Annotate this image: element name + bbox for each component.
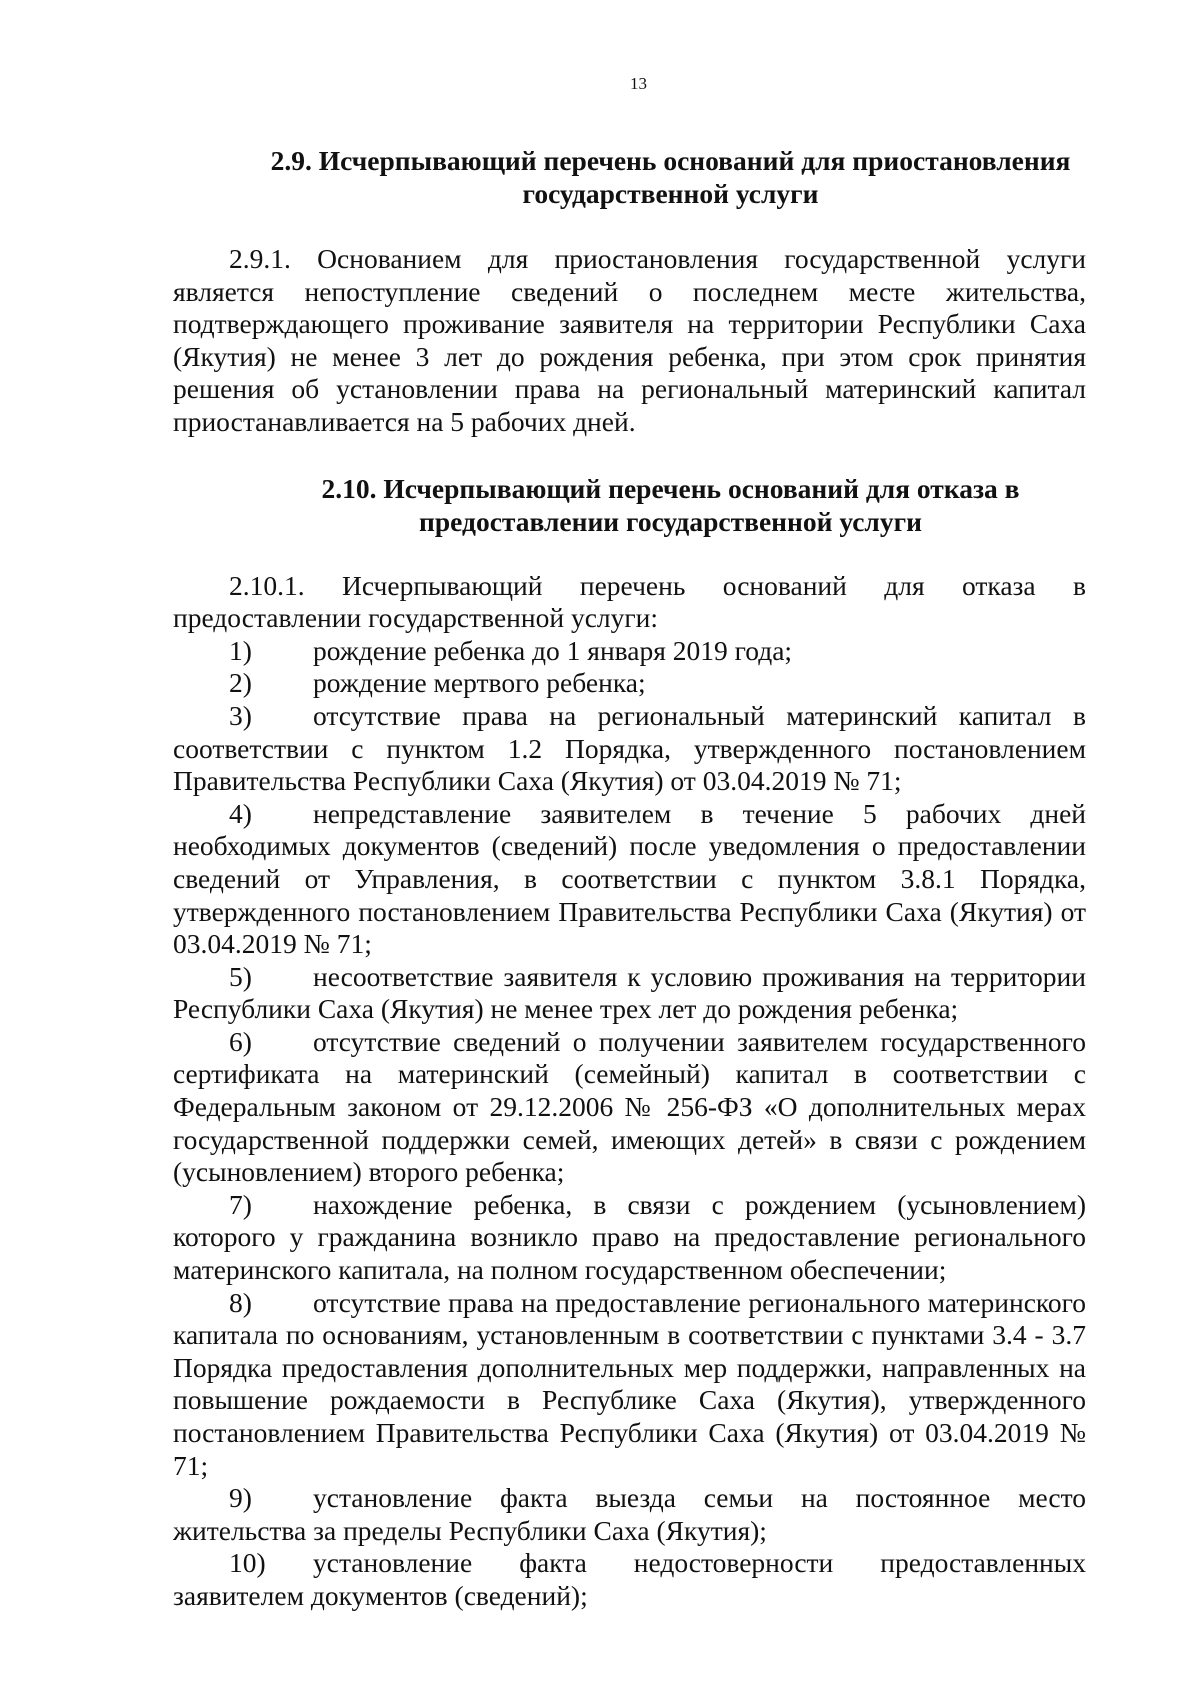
list-item-number: 6) bbox=[229, 1025, 252, 1057]
list-item-text: несоответствие заявителя к условию проживания на территории Республики Саха (Якутия) не менее трех лет до рождения ребенка; bbox=[173, 960, 1086, 1025]
list-item-number: 10) bbox=[229, 1547, 266, 1579]
list-item-number: 8) bbox=[229, 1286, 252, 1318]
section-2-9-heading-line1: 2.9. Исчерпывающий перечень оснований для приостановления bbox=[270, 145, 1071, 176]
list-item bbox=[173, 1287, 1086, 1483]
list-item-number: 9) bbox=[229, 1482, 252, 1514]
list-item bbox=[173, 1026, 1086, 1189]
list-item-text: рождение ребенка до 1 января 2019 года; bbox=[313, 634, 793, 666]
list-item-text: установление факта недостоверности предоставленных заявителем документов (сведений); bbox=[173, 1547, 1086, 1611]
list-item-text: отсутствие права на региональный материнский капитал в соответствии с пунктом 1.2 Порядка, утвержденного постановлением Правительства Республики Саха (Якутия) от 03.04.2019 № 71; bbox=[173, 699, 1086, 797]
section-2-9-heading bbox=[173, 144, 1086, 210]
list-item-number: 3) bbox=[229, 699, 252, 731]
list-item-number: 2) bbox=[229, 667, 252, 699]
section-2-10-1-intro: 2.10.1. Исчерпывающий перечень оснований для отказа в предоставлении государственной услуги: bbox=[173, 569, 1086, 634]
list-item bbox=[173, 1189, 1086, 1287]
list-item-text: рождение мертвого ребенка; bbox=[313, 667, 646, 699]
section-2-9-1-paragraph: 2.9.1. Основанием для приостановления государственной услуги является непоступление сведений о последнем месте жительства, подтверждающего проживание заявителя на территории Республики Саха (Якутия) не менее 3 лет до рождения ребенка, при этом срок принятия решения об установлении права на региональный материнский капитал приостанавливается на 5 рабочих дней. bbox=[173, 243, 1086, 437]
section-2-9-heading-line2: государственной услуги bbox=[522, 178, 819, 209]
grounds-list bbox=[173, 635, 1086, 1613]
list-item-text: отсутствие права на предоставление регионального материнского капитала по основаниям, установленным в соответствии с пунктами 3.4 - 3.7 Порядка предоставления дополнительных мер поддержки, направленных на повышение рождаемости в Республике Саха (Якутия), утвержденного постановлением Правительства Республики Саха (Якутия) от 03.04.2019 № 71; bbox=[173, 1286, 1086, 1481]
list-item bbox=[173, 635, 1086, 668]
list-item bbox=[173, 1547, 1086, 1612]
section-2-10-heading bbox=[173, 472, 1086, 538]
list-item bbox=[173, 700, 1086, 798]
list-item bbox=[173, 1482, 1086, 1547]
list-item-number: 4) bbox=[229, 797, 252, 829]
list-item-text: непредставление заявителем в течение 5 рабочих дней необходимых документов (сведений) после уведомления о предоставлении сведений от Управления, в соответствии с пунктом 3.8.1 Порядка, утвержденного постановлением Правительства Республики Саха (Якутия) от 03.04.2019 № 71; bbox=[173, 797, 1086, 960]
list-item bbox=[173, 798, 1086, 961]
section-2-10-heading-line1: 2.10. Исчерпывающий перечень оснований для отказа в bbox=[321, 472, 1020, 504]
list-item bbox=[173, 667, 1086, 700]
section-2-10-heading-line2: предоставлении государственной услуги bbox=[419, 505, 922, 537]
list-item-number: 5) bbox=[229, 960, 252, 992]
list-item-text: нахождение ребенка, в связи с рождением (усыновлением) которого у гражданина возникло право на предоставление регионального материнского капитала, на полном государственном обеспечении; bbox=[173, 1188, 1086, 1286]
page-number: 13 bbox=[630, 74, 647, 93]
list-item-number: 7) bbox=[229, 1188, 252, 1220]
list-item bbox=[173, 961, 1086, 1026]
list-item-text: отсутствие сведений о получении заявителем государственного сертификата на материнский (семейный) капитал в соответствии с Федеральным законом от 29.12.2006 № 256-ФЗ «О дополнительных мерах государственной поддержки семей, имеющих детей» в связи с рождением (усыновлением) второго ребенка; bbox=[173, 1025, 1086, 1188]
list-item-text: установление факта выезда семьи на постоянное место жительства за пределы Республики Саха (Якутия); bbox=[173, 1482, 1086, 1546]
list-item-number: 1) bbox=[229, 634, 252, 666]
